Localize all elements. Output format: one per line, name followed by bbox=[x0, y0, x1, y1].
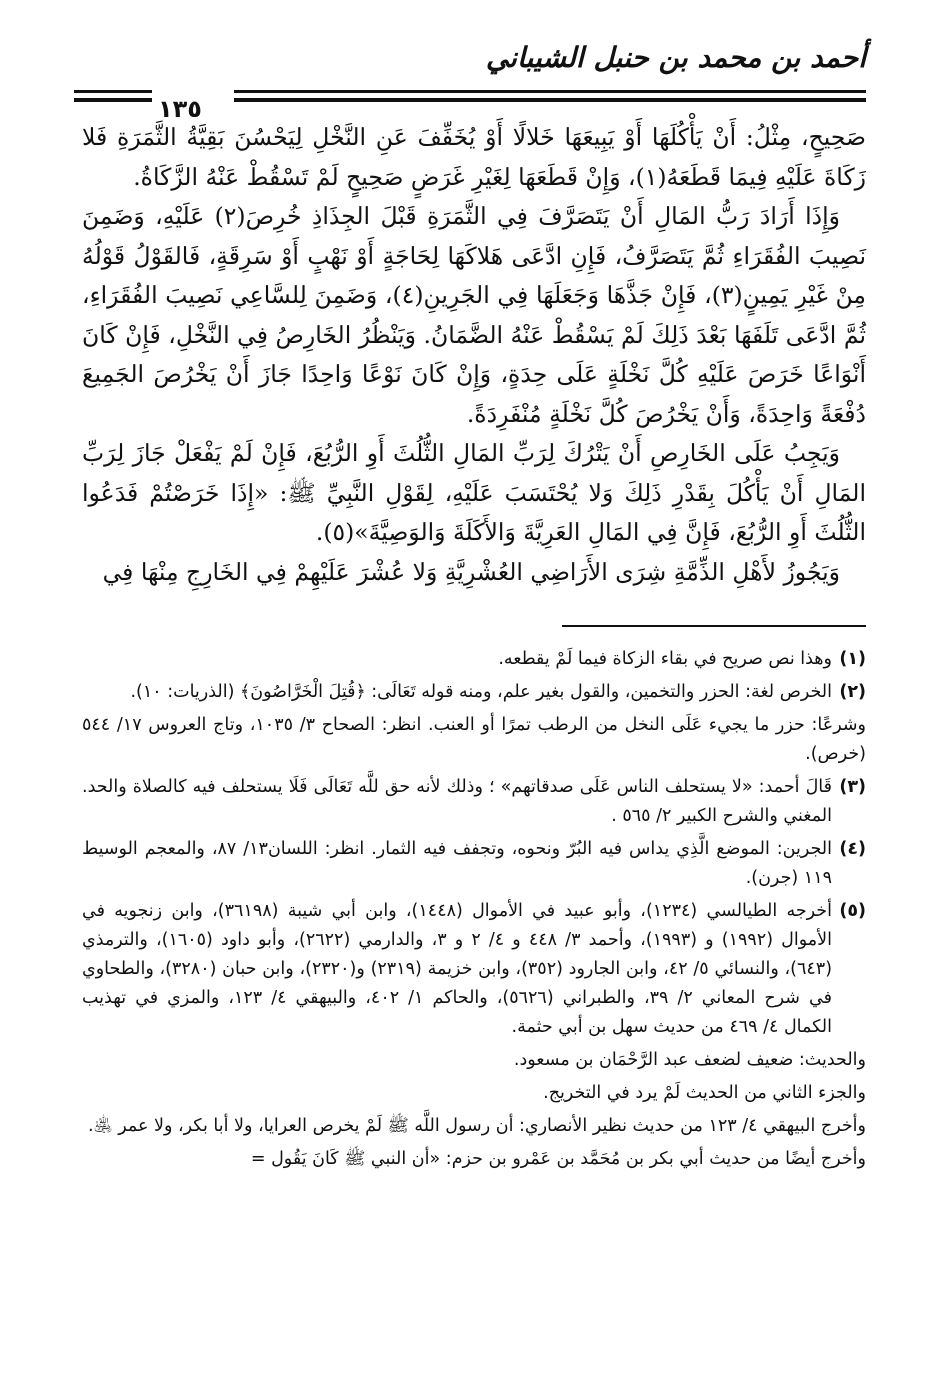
footnote-marker: (٥) bbox=[839, 901, 866, 921]
footnote-5 bbox=[82, 897, 866, 1174]
footnote-text: والحديث: ضعيف لضعف عبد الرَّحْمَان بن مسعود. bbox=[513, 1050, 866, 1070]
header-rule bbox=[234, 98, 866, 102]
footnote-text: وأخرج البيهقي ٤/ ١٢٣ من حديث نظير الأنصاري: أن رسول اللَّه ﷺ لَمْ يخرص العرايا، ولا أبا بكر، ولا عمر ﵁. bbox=[87, 1116, 866, 1136]
running-title: أحمد بن محمد بن حنبل الشيباني bbox=[485, 41, 866, 74]
main-text bbox=[82, 118, 866, 618]
paragraph: وَإِذَا أَرَادَ رَبُّ المَالِ أَنْ يَتَصَرَّفَ فِي الثَّمَرَةِ قَبْلَ الجِذَاذِ خُرِصَ(٢) عَلَيْهِ، وَضَمِنَ نَصِيبَ الفُقَرَاءِ ثُمَّ يَتَصَرَّفُ، فَإِنِ ادَّعَى هَلاكَهَا لِحَاجَةٍ أَوْ نَهْبٍ أَوْ سَرِقَةٍ، فَالقَوْلُ قَوْلُهُ مِنْ غَيْرِ يَمِينٍ(٣)، فَإِنْ جَذَّهَا وَجَعَلَهَا فِي الجَرِينِ(٤)، وَضَمِنَ لِلسَّاعِي نَصِيبَ الفُقَرَاءِ، ثُمَّ ادَّعَى تَلَفَهَا بَعْدَ ذَلِكَ لَمْ يَسْقُطْ عَنْهُ الضَّمَانُ. وَيَنْظُرُ الخَارِصُ فِي النَّخْلِ، فَإِنْ كَانَ أَنْوَاعًا خَرَصَ عَلَيْهِ كُلَّ نَخْلَةٍ عَلَى حِدَةٍ، وَإِنْ كَانَ نَوْعًا وَاحِدًا جَازَ أَنْ يَخْرُصَ الجَمِيعَ دُفْعَةً وَاحِدَةً، وَأَنْ يَخْرُصَ كُلَّ نَخْلَةٍ مُنْفَرِدَةً. bbox=[82, 202, 866, 428]
footnote-marker: (١) bbox=[839, 649, 866, 669]
footnote-text: الخرص لغة: الحزر والتخمين، والقول بغير علم، ومنه قوله تَعَالَى: ﴿قُتِلَ الْخَرَّاصُونَ﴾ (الذريات: ١٠). bbox=[130, 682, 832, 702]
footnote-marker: (٤) bbox=[839, 839, 866, 859]
footnote-text: الجرين: الموضع الَّذِي يداس فيه البُرّ ونحوه، وتجفف فيه الثمار. انظر: اللسان١٣/ ٨٧، والمعجم الوسيط ١١٩ (جرن). bbox=[82, 839, 832, 888]
footnote-2 bbox=[82, 678, 866, 769]
footnote-marker: (٣) bbox=[839, 777, 866, 797]
page-header bbox=[74, 38, 866, 123]
paragraph: وَيَجِبُ عَلَى الخَارِصِ أَنْ يَتْرُكَ لِرَبِّ المَالِ الثُّلُثَ أَوِ الرُّبُعَ، فَإِنْ لَمْ يَفْعَلْ جَازَ لِرَبِّ المَالِ أَنْ يَأْكُلَ بِقَدْرِ ذَلِكَ وَلا يُحْتَسَبَ عَلَيْهِ، لِقَوْلِ النَّبِيِّ ﷺ: «إِذَا خَرَصْتُمْ فَدَعُوا الثُّلُثَ أَوِ الرُّبُعَ، فَإِنَّ فِي المَالِ العَرِيَّةَ وَالأَكَلَةَ وَالوَصِيَّةَ»(٥). bbox=[82, 439, 866, 546]
header-rule bbox=[234, 90, 866, 93]
header-rule bbox=[74, 90, 152, 93]
paragraph: صَحِيحٍ، مِثْلُ: أَنْ يَأْكُلَهَا أَوْ يَبِيعَهَا خَلالًا أَوْ يُخَفِّفَ عَنِ النَّخْلِ لِيَحْسُنَ بَقِيَّةُ الثَّمَرَةِ فَلا زَكَاةَ عَلَيْهِ فِيمَا قَطَعَهُ(١)، وَإِنْ قَطَعَهَا لِغَيْرِ غَرَضٍ صَحِيحٍ لَمْ تَسْقُطْ عَنْهُ الزَّكَاةُ. bbox=[82, 123, 866, 191]
footnote-text: وشرعًا: حزر ما يجيء عَلَى النخل من الرطب تمرًا أو العنب. انظر: الصحاح ٣/ ١٠٣٥، وتاج العروس ١٧/ ٥٤٤ (خرص). bbox=[82, 715, 866, 764]
footnote-1 bbox=[82, 645, 866, 674]
footnotes bbox=[82, 645, 866, 1178]
header-rule bbox=[74, 98, 152, 102]
page-number: ١٣٥ bbox=[158, 95, 202, 123]
footnote-text: وهذا نص صريح في بقاء الزكاة فيما لَمْ يقطعه. bbox=[498, 649, 832, 669]
footnote-text: أخرجه الطيالسي (١٢٣٤)، وأبو عبيد في الأموال (١٤٤٨)، وابن أبي شيبة (٣٦١٩٨)، وابن زنجويه في الأموال (١٩٩٢) و (١٩٩٣)، وأحمد ٣/ ٤٤٨ و ٤/ ٢ و ٣، والدارمي (٢٦٢٢)، وأبو داود (١٦٠٥)، والترمذي (٦٤٣)، والنسائي ٥/ ٤٢، وابن الجارود (٣٥٢)، وابن خزيمة (٢٣١٩) و(٢٣٢٠)، وابن حبان (٣٢٨٠)، والطحاوي في شرح المعاني ٢/ ٣٩، والطبراني (٥٦٢٦)، والحاكم ١/ ٤٠٢، والبيهقي ٤/ ١٢٣، والمزي في تهذيب الكمال ٤/ ٤٦٩ من حديث سهل بن أبي حثمة. bbox=[82, 901, 833, 1037]
footnote-3 bbox=[82, 773, 866, 831]
footnote-separator bbox=[562, 625, 866, 627]
footnote-text: قَالَ أحمد: «لا يستحلف الناس عَلَى صدقاتهم» ؛ وذلك لأنه حق للَّه تَعَالَى فَلَا يستحلف فيه كالصلاة والحد. المغني والشرح الكبير ٢/ ٥٦٥ . bbox=[82, 777, 832, 826]
footnote-text: وأخرج أيضًا من حديث أبي بكر بن مُحَمَّد بن عَمْرو بن حزم: «أن النبي ﷺ كَانَ يَقُول = bbox=[250, 1149, 866, 1169]
footnote-text: والجزء الثاني من الحديث لَمْ يرد في التخريج. bbox=[543, 1083, 866, 1103]
footnote-4 bbox=[82, 835, 866, 893]
footnote-marker: (٢) bbox=[839, 682, 866, 702]
paragraph: وَيَجُوزُ لأَهْلِ الذِّمَّةِ شِرَى الأَرَاضِي العُشْرِيَّةِ وَلا عُشْرَ عَلَيْهِمْ فِي الخَارِجِ مِنْهَا فِي bbox=[102, 557, 840, 586]
